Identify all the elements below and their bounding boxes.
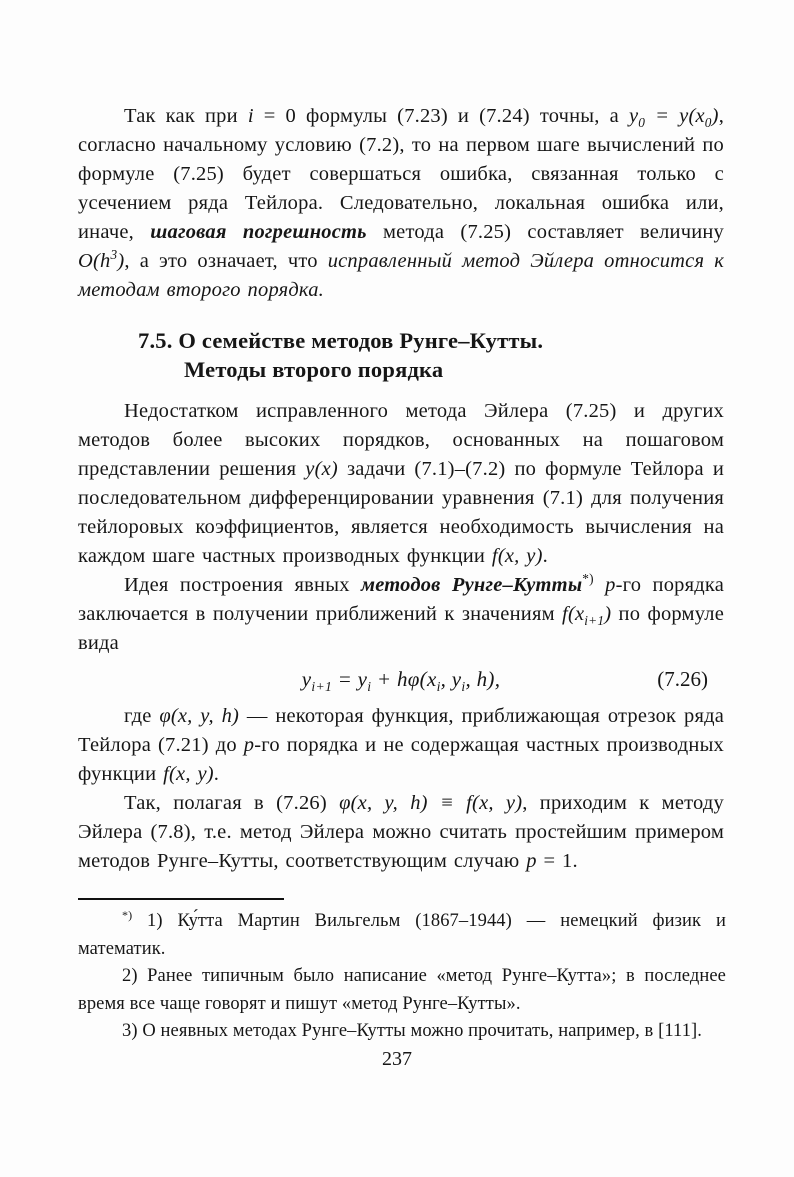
equation-number: (7.26) [657, 667, 708, 691]
paragraph-phi-definition: где φ(x, y, h) — некоторая функция, приближающая отрезок ряда Тейлора (7.21) до p-го порядка и не содержащая частных производных функции f(x, y). [78, 705, 725, 785]
footnote-1: *) 1) Ку́тта Мартин Вильгельм (1867–1944) — немецкий физик и математик. [78, 907, 726, 959]
section-heading [78, 326, 724, 384]
footnote-3: 3) О неявных методах Рунге–Кутты можно прочитать, например, в [111]. [122, 1021, 703, 1041]
footnote-divider [78, 898, 284, 900]
paragraph-intro: Так как при i = 0 формулы (7.23) и (7.24) точны, а $y_0 = y(x_0)$, согласно начальному условию (7.2), то на первом шаге вычислений по формуле (7.25) будет совершаться ошибка, связанная только с усечением ряда Тейлора. Следовательно, локальная ошибка или, иначе, шаговая погрешность метода (7.25) составляет величину $O(h^3)$, а это означает, что исправленный метод Эйлера относится к методам второго порядка. [78, 105, 725, 301]
page-content [78, 102, 724, 876]
footnotes-block [78, 898, 726, 1046]
section-heading-line2: Методы второго порядка [184, 357, 444, 382]
paragraph-idea: Идея построения явных методов Рунге–Кутты*) p-го порядка заключается в получении приближений к значениям $f(x_{i+1})$ по формуле вида [78, 571, 725, 654]
paragraph-euler-case: Так, полагая в (7.26) φ(x, y, h) ≡ f(x, y), приходим к методу Эйлера (7.8), т.е. метод Эйлера можно считать простейшим примером методов Рунге–Кутты, соответствующим случаю p = 1. [78, 792, 724, 872]
page-number: 237 [382, 1048, 412, 1070]
section-heading-line1: 7.5. О семействе методов Рунге–Кутты. [138, 328, 544, 353]
equation [78, 663, 724, 695]
equation-body: $y_{i+1} = y_i + h\varphi(x_i$, $y_i$, h), [301, 667, 501, 695]
paragraph-drawback: Недостатком исправленного метода Эйлера (7.25) и других методов более высоких порядков, основанных на пошаговом представлении решения y(x) задачи (7.1)–(7.2) по формуле Тейлора и последовательном дифференцировании уравнения (7.1) для получения тейлоровых коэффициентов, является необходимость вычисления на каждом шаге частных производных функции f(x, y). [78, 400, 725, 567]
footnote-2: 2) Ранее типичным было написание «метод Рунге–Кутта»; в последнее время все чаще говорят и пишут «метод Рунге–Кутты». [78, 966, 726, 1014]
